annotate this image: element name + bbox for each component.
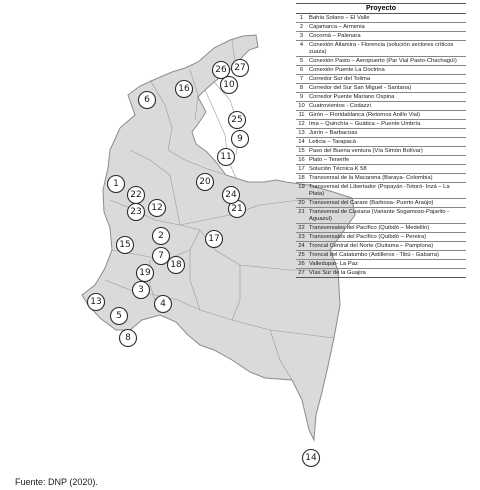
project-marker-label: 7	[158, 251, 164, 261]
legend-row	[296, 41, 466, 57]
project-marker-14[interactable]	[303, 450, 320, 467]
legend-number: 3	[299, 33, 304, 39]
project-marker-label: 22	[130, 190, 142, 200]
legend-row	[296, 199, 466, 208]
project-marker-1[interactable]	[108, 176, 125, 193]
legend-number: 20	[298, 200, 305, 206]
legend-project-name: Transversal del Carare (Barbosa- Puerto Araújo)	[309, 200, 434, 206]
legend-project-name: Leticia – Tarapacá	[309, 139, 356, 145]
legend-row	[296, 93, 466, 102]
project-marker-label: 5	[116, 311, 122, 321]
legend-row	[296, 242, 466, 251]
legend-number: 9	[299, 94, 304, 100]
project-marker-24[interactable]	[223, 187, 240, 204]
project-marker-label: 12	[151, 203, 163, 213]
legend-row	[296, 14, 466, 23]
project-marker-12[interactable]	[149, 200, 166, 217]
legend-number: 10	[298, 103, 305, 109]
legend-number: 24	[298, 243, 305, 249]
legend-number: 25	[298, 252, 305, 258]
legend-number: 16	[298, 157, 305, 163]
project-marker-11[interactable]	[218, 149, 235, 166]
legend-row	[296, 32, 466, 41]
legend-project-name: Transversal de la Macarena (Baraya- Colombia)	[309, 175, 433, 181]
project-marker-20[interactable]	[197, 174, 214, 191]
legend-project-name: Corredor Puente Mariano Ospina	[309, 94, 395, 100]
project-legend-table	[296, 3, 466, 278]
project-marker-label: 26	[215, 65, 227, 75]
legend-number: 2	[299, 24, 304, 30]
legend-project-name: Transversal de Cusiana (Variante Sogamoso-Pajarito - Aguazul)	[309, 209, 450, 222]
legend-project-name: Ima – Quinchía – Guática – Puente Umbría	[309, 121, 421, 127]
project-marker-label: 13	[90, 297, 102, 307]
legend-number: 26	[298, 261, 305, 267]
project-marker-label: 10	[223, 80, 235, 90]
project-marker-label: 17	[208, 234, 220, 244]
project-marker-22[interactable]	[128, 187, 145, 204]
legend-number: 27	[298, 270, 305, 276]
legend-number: 22	[298, 225, 305, 231]
project-marker-label: 9	[237, 134, 243, 144]
legend-project-name: Corredor Sur del Tolima	[309, 76, 371, 82]
legend-number: 11	[298, 112, 305, 118]
legend-row	[296, 75, 466, 84]
legend-row	[296, 260, 466, 269]
legend-number: 12	[298, 121, 305, 127]
legend-project-name: Vías Sur de la Guajira	[309, 270, 366, 276]
project-marker-19[interactable]	[137, 265, 154, 282]
legend-number: 6	[299, 67, 304, 73]
legend-number: 23	[298, 234, 305, 240]
legend-number: 13	[298, 130, 305, 136]
project-marker-16[interactable]	[176, 81, 193, 98]
project-marker-7[interactable]	[153, 248, 170, 265]
legend-project-name: Troncal Central del Norte (Duitama – Pamplona)	[309, 243, 434, 249]
source-caption: Fuente: DNP (2020).	[15, 477, 98, 487]
legend-project-name: Transversales del Pacífico (Quibdó – Pereira)	[309, 234, 427, 240]
project-marker-label: 24	[225, 190, 237, 200]
legend-rows	[296, 14, 466, 277]
legend-project-name: Paso del Buena ventura (Vía Simón Bolívar)	[309, 148, 423, 154]
project-marker-label: 16	[178, 84, 190, 94]
project-marker-label: 2	[158, 231, 164, 241]
legend-row	[296, 224, 466, 233]
project-marker-label: 19	[139, 268, 151, 278]
project-marker-label: 6	[144, 95, 150, 105]
legend-number: 15	[298, 148, 305, 154]
project-marker-25[interactable]	[229, 112, 246, 129]
legend-project-name: Junín – Barbacoas	[309, 130, 358, 136]
project-marker-18[interactable]	[168, 257, 185, 274]
legend-row	[296, 269, 466, 277]
project-marker-27[interactable]	[232, 60, 249, 77]
legend-project-name: Cocorná – Palenara	[309, 33, 361, 39]
legend-number: 14	[298, 139, 305, 145]
project-marker-10[interactable]	[221, 77, 238, 94]
legend-project-name: Cajamarca – Armenia	[309, 24, 365, 30]
legend-row	[296, 138, 466, 147]
legend-title: Proyecto	[296, 4, 466, 14]
legend-row	[296, 111, 466, 120]
legend-project-name: Transversal del Libertador (Popayán -Totoró- Inzá – La Plata)	[309, 184, 450, 197]
project-marker-label: 18	[170, 260, 182, 270]
project-marker-9[interactable]	[232, 131, 249, 148]
project-marker-label: 14	[305, 453, 317, 463]
project-marker-2[interactable]	[153, 228, 170, 245]
legend-row	[296, 208, 466, 224]
legend-number: 21	[298, 209, 305, 215]
legend-number: 7	[299, 76, 304, 82]
legend-row	[296, 23, 466, 32]
project-marker-label: 27	[234, 63, 246, 73]
project-marker-15[interactable]	[117, 237, 134, 254]
project-marker-label: 25	[231, 115, 243, 125]
legend-project-name: Valledupar- La Paz	[309, 261, 358, 267]
project-marker-5[interactable]	[111, 308, 128, 325]
legend-row	[296, 102, 466, 111]
project-marker-label: 3	[138, 285, 144, 295]
project-marker-label: 23	[130, 207, 142, 217]
legend-project-name: Transversales del Pacífico (Quibdó – Medellín)	[309, 225, 430, 231]
project-marker-label: 15	[119, 240, 131, 250]
legend-number: 17	[298, 166, 305, 172]
project-marker-8[interactable]	[120, 330, 137, 347]
project-marker-3[interactable]	[133, 282, 150, 299]
legend-row	[296, 84, 466, 93]
legend-row	[296, 183, 466, 199]
legend-number: 18	[298, 175, 305, 181]
legend-project-name: Cuatrovientos - Codazzi	[309, 103, 371, 109]
project-marker-label: 20	[199, 177, 211, 187]
legend-number: 4	[299, 42, 304, 48]
legend-number: 5	[299, 58, 304, 64]
legend-row	[296, 251, 466, 260]
legend-row	[296, 156, 466, 165]
legend-project-name: Corredor del Sur San Miguel - Santana)	[309, 85, 412, 91]
legend-project-name: Conexión Pasto – Aeropuerto (Par Vial Pasto-Chachagüí)	[309, 58, 457, 64]
project-marker-4[interactable]	[155, 296, 172, 313]
legend-project-name: Girón – Floridablanca (Retornos Anillo Vial)	[309, 112, 421, 118]
legend-row	[296, 233, 466, 242]
project-marker-13[interactable]	[88, 294, 105, 311]
project-marker-label: 1	[113, 179, 119, 189]
project-marker-6[interactable]	[139, 92, 156, 109]
legend-number: 1	[299, 15, 304, 21]
legend-project-name: Plato – Tenerife	[309, 157, 350, 163]
legend-row	[296, 165, 466, 174]
project-marker-label: 8	[125, 333, 131, 343]
project-marker-17[interactable]	[206, 231, 223, 248]
project-marker-label: 4	[160, 299, 166, 309]
legend-project-name: Conexión Altamira - Florencia (solución sectores críticos zuaza)	[309, 42, 454, 55]
legend-row	[296, 57, 466, 66]
legend-project-name: Solución Técnica K 58	[309, 166, 367, 172]
legend-project-name: Troncal del Catatumbo (Astilleros - Tibú - Gabarra)	[309, 252, 439, 258]
legend-row	[296, 66, 466, 75]
legend-row	[296, 120, 466, 129]
legend-number: 8	[299, 85, 304, 91]
project-marker-label: 21	[231, 204, 243, 214]
legend-row	[296, 129, 466, 138]
project-marker-26[interactable]	[213, 62, 230, 79]
legend-project-name: Conexión Puente La Doctrina	[309, 67, 385, 73]
project-marker-label: 11	[220, 152, 232, 162]
legend-row	[296, 174, 466, 183]
legend-project-name: Bahía Solano – El Valle	[309, 15, 370, 21]
legend-row	[296, 147, 466, 156]
legend-number: 19	[298, 184, 305, 190]
project-marker-23[interactable]	[128, 204, 145, 221]
